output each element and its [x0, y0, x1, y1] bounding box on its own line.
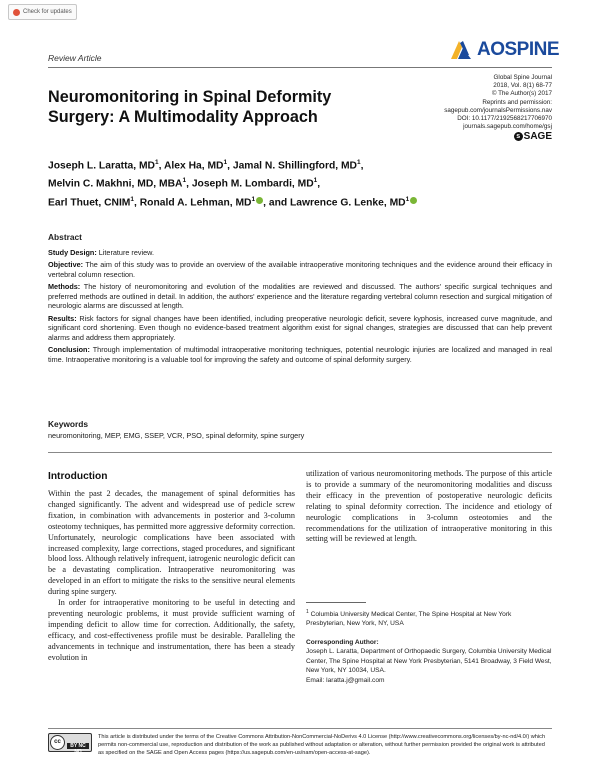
- section-rule: [48, 452, 552, 453]
- keywords: [48, 419, 552, 441]
- affiliation-number: 1: [306, 609, 309, 615]
- abstract-objective: Objective: The aim of this study was to provide an overview of the available intraoperative monitoring techniques and the evidence around their efficacy in vertebral column resection.: [48, 260, 552, 279]
- crossmark-icon: [13, 9, 20, 16]
- cc-license-bar: BY NC ND: [67, 743, 89, 749]
- orcid-icon[interactable]: [410, 197, 417, 204]
- intro-paragraph-3: utilization of various neuromonitoring methods. The purpose of this article is to provide a summary of the neuromonitoring modalities and discuss their efficacy in the prevention of postoperative neurologic deficits relating to spinal deformity correction. The incidence and etiology of neurologic complications in 3-column osteotomies and the recommendations for the utilization of intraoperative monitoring in this setting will be reviewed at length.: [306, 469, 552, 544]
- abstract-methods: Methods: The history of neuromonitoring and evolution of the modalities are reviewed and discussed. The authors' specific surgical techniques and preferred methods are outlined in detail. In addition, the authors' experience and the literature regarding vertebral column resection and surgical mitigation of neurologic alarms are discussed at length.: [48, 282, 553, 310]
- study-design-label: Study Design:: [48, 247, 97, 257]
- aospine-logo: [449, 39, 559, 61]
- affiliation: [306, 608, 552, 629]
- sage-emblem-icon: s: [514, 132, 523, 141]
- check-for-updates-label: Check for updates: [23, 9, 72, 15]
- author-name: Jamal N. Shillingford, MD: [232, 160, 357, 172]
- sage-wordmark: SAGE: [523, 131, 552, 142]
- header-rule: [48, 67, 552, 68]
- author-name: Joseph M. Lombardi, MD: [191, 178, 314, 190]
- author-list: Joseph L. Laratta, $MD^1$, Alex Ha, $MD^1$, Jamal N. Shillingford, $MD^1$, Melvin C. Makhni, MD, MBA$^1$, Joseph M. Lombardi, $MD^1$, Earl Thuet, CNIM$^1$, Ronald A. Lehman, $MD^1$ , and Lawrence G. Lenke, $MD^1$: [48, 155, 508, 210]
- author-affiliation-number: 1: [357, 159, 361, 166]
- abstract-conclusion: Conclusion: Through implementation of multimodal intraoperative monitoring techniques, potential neurologic injuries are localized and managed in real time. Intraoperative monitoring is a valuable tool for improving the safety and outcome of spinal deformity surgery.: [48, 345, 552, 364]
- keywords-text: neuromonitoring, MEP, EMG, SSEP, VCR, PSO, spinal deformity, spine surgery: [48, 431, 305, 440]
- author-affiliation-number: 1: [182, 177, 187, 185]
- journal-home-link[interactable]: journals.sagepub.com/home/gsj: [463, 123, 552, 131]
- introduction-heading: Introduction: [48, 471, 108, 482]
- abstract-study-design: Study Design: Literature review.: [48, 247, 154, 257]
- footnote-rule: [306, 602, 366, 603]
- author-name: Joseph L. Laratta, MD: [48, 160, 155, 172]
- results-label: Results:: [48, 313, 77, 323]
- intro-paragraph-2: In order for intraoperative monitoring to be useful in detecting and preventing neurologic problems, it must provide sufficient warning of impending deficit to allow time for correction. Additionally, the safety, efficacy, and cost-effectiveness profile must be desirable. Paralleling the advancements in technique and instrumentation, there has been a steady evolution in: [48, 598, 295, 662]
- footer-rule: [48, 728, 552, 729]
- keywords-heading: Keywords: [48, 419, 89, 429]
- author-affiliation-number: 1: [130, 195, 135, 203]
- check-for-updates-badge[interactable]: [8, 4, 77, 20]
- journal-volume: 2018, Vol. 8(1) 68-77: [493, 82, 552, 90]
- author-affiliation-number: 1: [405, 195, 410, 203]
- journal-info: [444, 74, 552, 131]
- author-affiliation-number: 1: [313, 177, 318, 185]
- abstract: [48, 233, 552, 367]
- author-name: Alex Ha, MD: [163, 160, 224, 172]
- sage-logo: [514, 131, 552, 142]
- intro-paragraph-1: Within the past 2 decades, the management of spinal deformities has changed significantly. The advent and widespread use of pedicle screw fixation, in combination with advancements in posterior and 3-column osteotomy techniques, has permitted more aggressive deformity correction. Unfortunately, neurologic complications have been associated with increased complexity, large corrections, staged procedures, and significant blood loss. Although relatively infrequent, iatrogenic neurologic deficit can be a devastating complication. Intraoperative neuromonitoring was developed in an effort to mitigate the risks to the sensitive neural elements during spine surgery.: [48, 489, 295, 597]
- author-name: Lawrence G. Lenke, MD: [290, 197, 406, 209]
- author-name: Ronald A. Lehman, MD: [139, 197, 252, 209]
- permissions-link[interactable]: sagepub.com/journalsPermissions.nav: [444, 106, 552, 114]
- article-type: Review Article: [48, 53, 102, 63]
- abstract-heading: Abstract: [48, 232, 82, 242]
- author-name: Earl Thuet, CNIM: [48, 197, 131, 209]
- author-affiliation-number: 1: [251, 195, 256, 203]
- author-name: Melvin C. Makhni, MD, MBA: [48, 178, 183, 190]
- affiliation-text: Columbia University Medical Center, The Spine Hospital at New York Presbyterian, New York, NY, USA: [306, 611, 512, 628]
- author-affiliation-number: 1: [155, 159, 159, 166]
- doi-link[interactable]: DOI: 10.1177/2192568217706970: [457, 115, 552, 123]
- reprints-label: Reprints and permission:: [482, 98, 552, 106]
- right-column: [306, 469, 552, 545]
- corresponding-text: Joseph L. Laratta, Department of Orthopaedic Surgery, Columbia University Medical Center, The Spine Hospital at New York Presbyterian, 5141 Broadway, 3 Field West, New York, NY 10034, USA.: [306, 648, 552, 675]
- abstract-results: Results: Risk factors for signal changes have been identified, including preoperative neurologic deficit, severe kyphosis, increased curve magnitude, and significant cord shortening. Even though no evidence-based treatment algorithm exist for signal changes, strategies are discussed that can help prevent alarms and address them appropriately.: [48, 313, 552, 342]
- corresponding-heading: Corresponding Author:: [306, 639, 379, 646]
- cc-icon: cc: [50, 735, 65, 750]
- creative-commons-badge[interactable]: [48, 733, 92, 755]
- journal-name: Global Spine Journal: [493, 74, 552, 81]
- objective-label: Objective:: [48, 260, 84, 269]
- article-title: Neuromonitoring in Spinal Deformity Surgery: A Multimodality Approach: [48, 88, 332, 126]
- copyright: © The Author(s) 2017: [491, 90, 552, 98]
- orcid-icon[interactable]: [256, 197, 263, 204]
- corresponding-author: [306, 638, 552, 685]
- conclusion-label: Conclusion:: [48, 345, 90, 354]
- methods-label: Methods:: [48, 282, 81, 291]
- aospine-wordmark: AOSPINE: [477, 39, 560, 60]
- author-affiliation-number: 1: [223, 159, 228, 166]
- aospine-emblem-icon: [449, 39, 473, 61]
- license-text: This article is distributed under the terms of the Creative Commons Attribution-NonCommercial-NoDerivs 4.0 License (http://www.creativecommons.org/licenses/by-nc-nd/4.0/) which permits non-commercial use, reproduction and distribution of the work as published without adaptation or alteration, without further permission provided the original work is attributed as specified on the SAGE and Open Access pages (https://us.sagepub.com/en-us/nam/open-access-at-sage).: [98, 734, 546, 757]
- corresponding-email[interactable]: Email: laratta.j@gmail.com: [306, 676, 385, 684]
- left-column: [48, 489, 295, 664]
